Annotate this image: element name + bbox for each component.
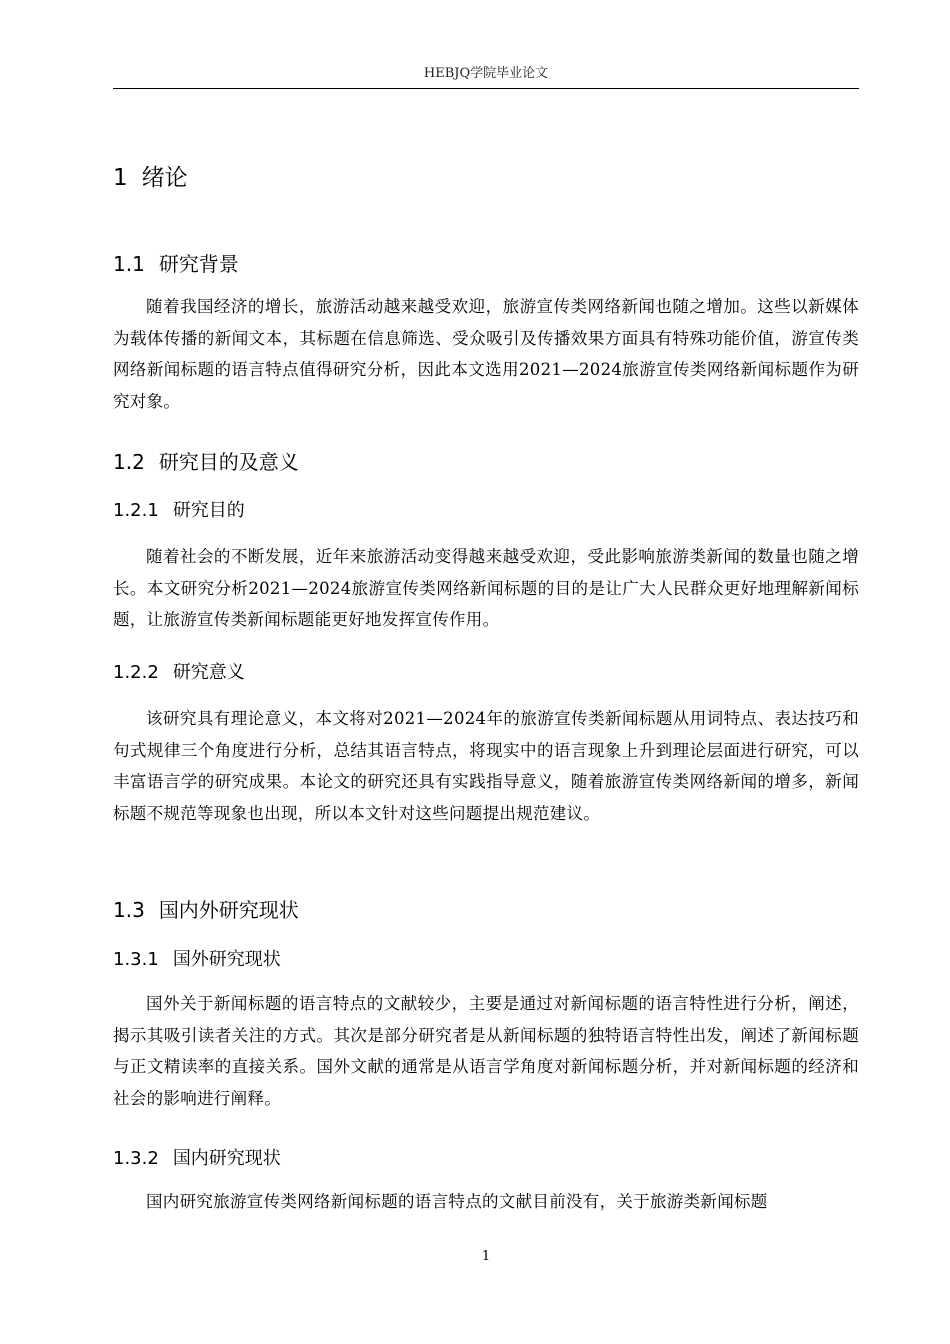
- section-1-2-heading: [113, 448, 299, 476]
- section-1-2-2-title: 研究意义: [172, 662, 245, 683]
- section-1-1-heading: [113, 250, 239, 278]
- section-1-2-1-heading: [113, 498, 245, 524]
- section-1-3-2-heading: [113, 1146, 281, 1172]
- section-1-3-2-paragraph: 国内研究旅游宣传类网络新闻标题的语言特点的文献目前没有，关于旅游类新闻标题: [146, 1192, 768, 1211]
- section-1-1-paragraph: 随着我国经济的增长，旅游活动越来越受欢迎，旅游宣传类网络新闻也随之增加。这些以新媒体为载体传播的新闻文本，其标题在信息筛选、受众吸引及传播效果方面具有特殊功能价值，游宣传类网络新闻标题的语言特点值得研究分析，因此本文选用2021—2024旅游宣传类网络新闻标题作为研究对象。: [113, 297, 859, 411]
- section-1-3-1-heading: [113, 947, 281, 973]
- section-1-3-1-paragraph: 国外关于新闻标题的语言特点的文献较少，主要是通过对新闻标题的语言特性进行分析，阐述，揭示其吸引读者关注的方式。其次是部分研究者是从新闻标题的独特语言特性出发，阐述了新闻标题与正文精读率的直接关系。国外文献的通常是从语言学角度对新闻标题分析，并对新闻标题的经济和社会的影响进行阐释。: [113, 994, 859, 1108]
- page-header: HEBJQ学院毕业论文: [423, 66, 549, 81]
- section-1-2-1-number: 1.2.1: [113, 500, 159, 521]
- section-1-3-heading: [113, 896, 299, 924]
- section-1-3-number: 1.3: [113, 898, 145, 922]
- chapter-number: 1: [113, 165, 128, 191]
- section-1-2-number: 1.2: [113, 450, 145, 474]
- section-1-3-1-title: 国外研究现状: [172, 949, 281, 970]
- chapter-title: 绪论: [141, 165, 188, 191]
- section-1-3-2-title: 国内研究现状: [172, 1148, 281, 1169]
- section-1-3-2-number: 1.3.2: [113, 1148, 159, 1169]
- section-1-1-title: 研究背景: [158, 252, 239, 276]
- page-number: 1: [481, 1249, 491, 1264]
- header-rule: [113, 88, 859, 89]
- chapter-heading: [113, 163, 188, 193]
- section-1-2-2-paragraph: 该研究具有理论意义，本文将对2021—2024年的旅游宣传类新闻标题从用词特点、表达技巧和句式规律三个角度进行分析，总结其语言特点，将现实中的语言现象上升到理论层面进行研究，可以丰富语言学的研究成果。本论文的研究还具有实践指导意义，随着旅游宣传类网络新闻的增多，新闻标题不规范等现象也出现，所以本文针对这些问题提出规范建议。: [113, 709, 859, 823]
- section-1-3-1-number: 1.3.1: [113, 949, 159, 970]
- section-1-2-2-number: 1.2.2: [113, 662, 159, 683]
- section-1-2-2-heading: [113, 660, 245, 686]
- section-1-2-1-paragraph: 随着社会的不断发展，近年来旅游活动变得越来越受欢迎，受此影响旅游类新闻的数量也随之增长。本文研究分析2021—2024旅游宣传类网络新闻标题的目的是让广大人民群众更好地理解新闻标题，让旅游宣传类新闻标题能更好地发挥宣传作用。: [113, 547, 859, 629]
- section-1-3-title: 国内外研究现状: [158, 898, 299, 922]
- section-1-2-title: 研究目的及意义: [158, 450, 299, 474]
- section-1-2-1-title: 研究目的: [172, 500, 245, 521]
- section-1-1-number: 1.1: [113, 252, 145, 276]
